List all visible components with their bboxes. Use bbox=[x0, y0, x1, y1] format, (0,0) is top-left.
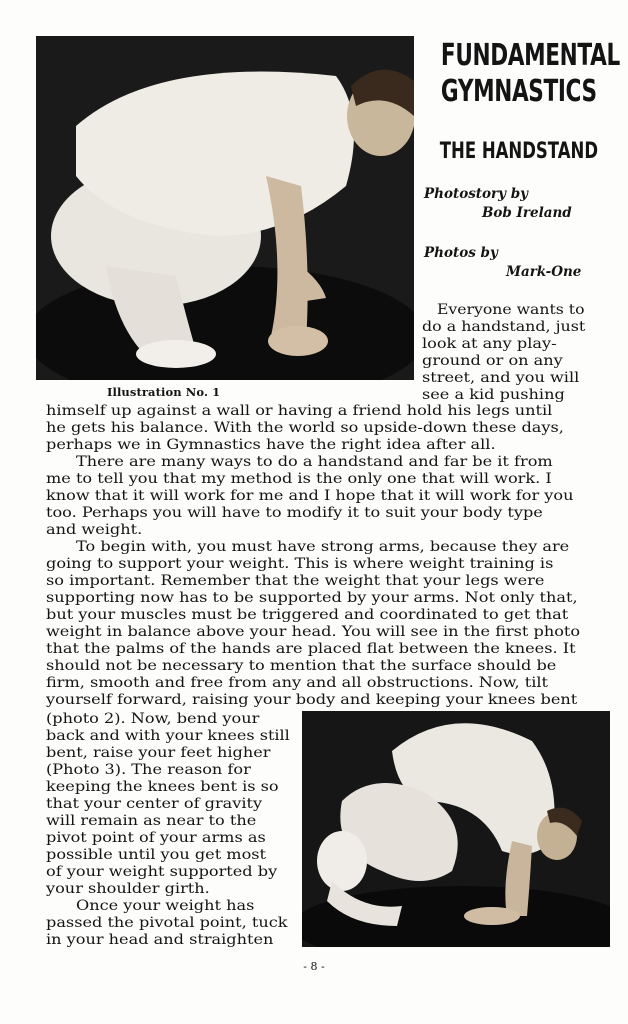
title-line-2: GYMNASTICS bbox=[440, 74, 597, 109]
page-number: - 8 - bbox=[303, 960, 325, 973]
body-line: should not be necessary to mention that the surface should be bbox=[46, 658, 557, 674]
body-line: he gets his balance. With the world so upside-down these days, bbox=[46, 420, 564, 436]
photo-crouch-figure bbox=[36, 36, 414, 380]
body-line: look at any play- bbox=[422, 336, 557, 352]
body-line: perhaps we in Gymnastics have the right idea after all. bbox=[46, 437, 496, 453]
body-line: too. Perhaps you will have to modify it to suit your body type bbox=[46, 505, 543, 521]
photo-tilt-position bbox=[302, 711, 610, 947]
body-line: so important. Remember that the weight that your legs were bbox=[46, 573, 545, 589]
body-line: Once your weight has bbox=[76, 898, 255, 914]
title-line-1: FUNDAMENTAL bbox=[440, 38, 620, 73]
photo-caption: Illustration No. 1 bbox=[107, 385, 221, 399]
body-line: himself up against a wall or having a friend hold his legs until bbox=[46, 403, 553, 419]
body-line: yourself forward, raising your body and keeping your knees bent bbox=[46, 692, 578, 708]
article-title bbox=[440, 38, 620, 110]
body-line: Everyone wants to bbox=[437, 302, 585, 318]
body-line: back and with your knees still bbox=[46, 728, 290, 744]
photo-tilt-figure bbox=[302, 711, 610, 947]
body-line: of your weight supported by bbox=[46, 864, 278, 880]
body-line: that your center of gravity bbox=[46, 796, 263, 812]
body-line: in your head and straighten bbox=[46, 932, 274, 948]
body-line: your shoulder girth. bbox=[46, 881, 210, 897]
credit-photostory-author: Bob Ireland bbox=[482, 205, 572, 221]
body-line: supporting now has to be supported by your arms. Not only that, bbox=[46, 590, 578, 606]
body-line: (Photo 3). The reason for bbox=[46, 762, 251, 778]
body-line: ground or on any bbox=[422, 353, 563, 369]
body-line: me to tell you that my method is the only one that will work. I bbox=[46, 471, 552, 487]
article-subtitle: THE HANDSTAND bbox=[439, 139, 599, 164]
body-line: know that it will work for me and I hope that it will work for you bbox=[46, 488, 574, 504]
body-line: There are many ways to do a handstand and far be it from bbox=[76, 454, 553, 470]
body-line: passed the pivotal point, tuck bbox=[46, 915, 288, 931]
body-line: To begin with, you must have strong arms, because they are bbox=[76, 539, 570, 555]
credit-photos-author: Mark-One bbox=[506, 264, 582, 280]
credit-photos-label: Photos by bbox=[424, 245, 498, 261]
body-line: keeping the knees bent is so bbox=[46, 779, 279, 795]
credit-photostory-label: Photostory by bbox=[424, 186, 528, 202]
photo-crouch-position bbox=[36, 36, 414, 380]
body-line: see a kid pushing bbox=[422, 387, 565, 403]
body-line: pivot point of your arms as bbox=[46, 830, 266, 846]
body-line: that the palms of the hands are placed flat between the knees. It bbox=[46, 641, 576, 657]
body-line: street, and you will bbox=[422, 370, 580, 386]
body-line: but your muscles must be triggered and coordinated to get that bbox=[46, 607, 569, 623]
body-line: possible until you get most bbox=[46, 847, 267, 863]
body-line: do a handstand, just bbox=[422, 319, 586, 335]
body-line: weight in balance above your head. You will see in the first photo bbox=[46, 624, 581, 640]
body-line: and weight. bbox=[46, 522, 143, 538]
body-line: (photo 2). Now, bend your bbox=[46, 711, 260, 727]
body-line: will remain as near to the bbox=[46, 813, 257, 829]
body-line: bent, raise your feet higher bbox=[46, 745, 271, 761]
body-line: going to support your weight. This is where weight training is bbox=[46, 556, 554, 572]
body-line: firm, smooth and free from any and all obstructions. Now, tilt bbox=[46, 675, 549, 691]
